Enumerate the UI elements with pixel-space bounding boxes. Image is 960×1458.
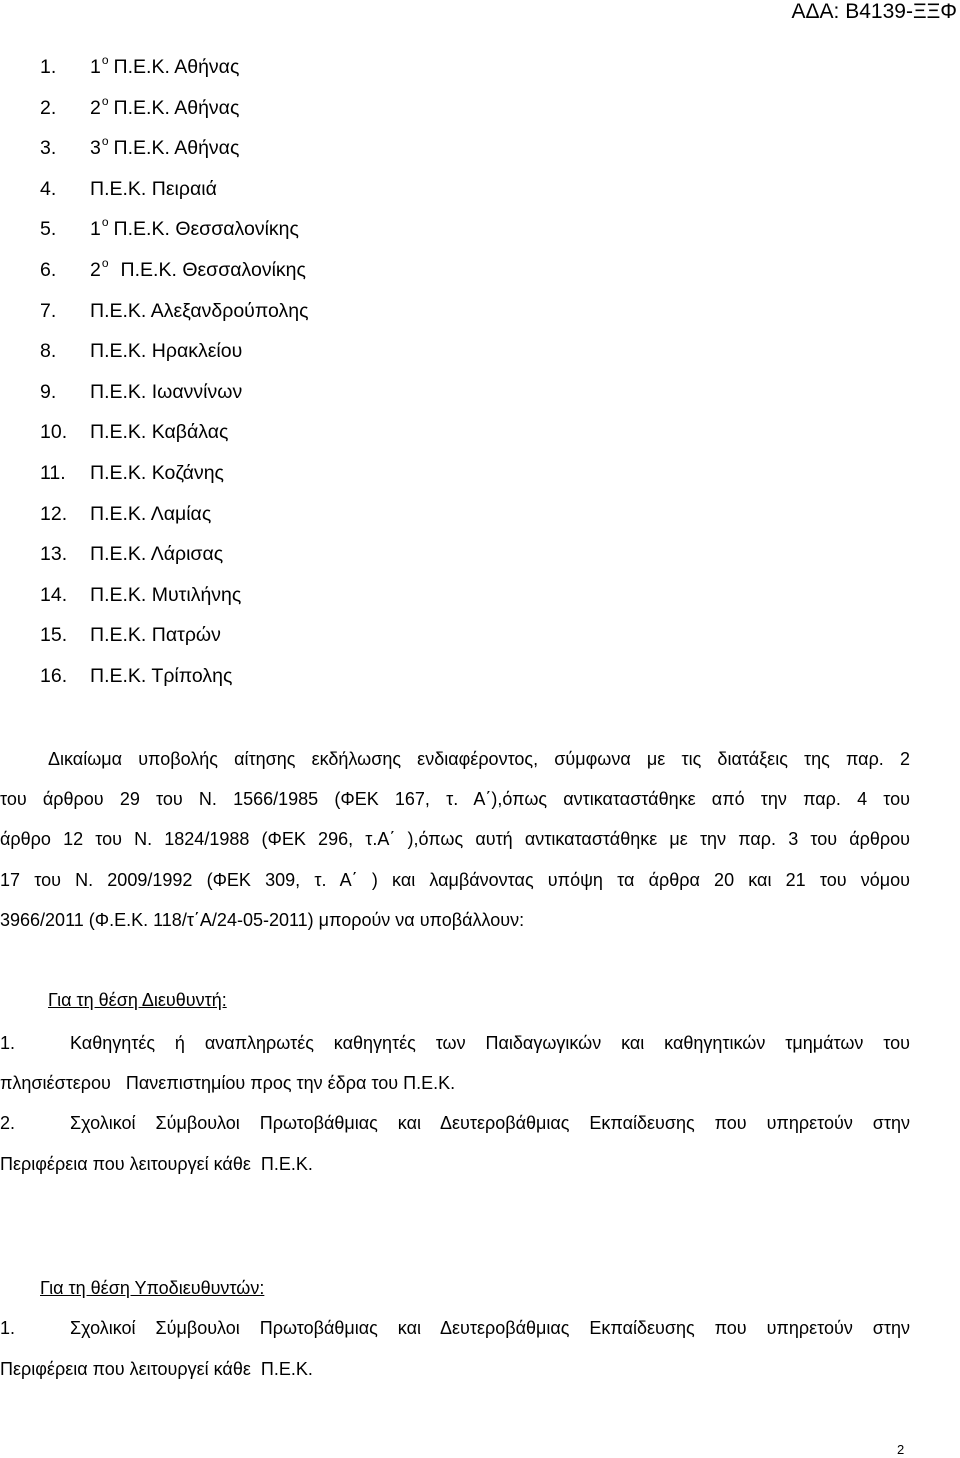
pek-name: Π.Ε.Κ. Θεσσαλονίκης [113, 218, 299, 241]
item-text-continuation: Περιφέρεια που λειτουργεί κάθε Π.Ε.Κ. [0, 1154, 313, 1174]
pek-name: Π.Ε.Κ. Αθήνας [113, 137, 240, 160]
pek-name: Π.Ε.Κ. Λάρισας [90, 543, 224, 566]
pek-name: Π.Ε.Κ. Θεσσαλονίκης [120, 258, 306, 281]
list-item [40, 534, 308, 575]
list-item-number: 14. [40, 583, 68, 606]
pek-name: Π.Ε.Κ. Αθήνας [113, 96, 240, 119]
list-item-number: 2. [40, 96, 57, 119]
pek-name: Π.Ε.Κ. Ιωαννίνων [90, 380, 243, 403]
list-item [40, 47, 308, 88]
pek-name: Π.Ε.Κ. Κοζάνης [90, 461, 224, 484]
list-item-number: 1. [40, 56, 57, 78]
ordinal-superscript: ο [101, 215, 109, 230]
ordinal-number: 1 [90, 56, 101, 78]
list-item [40, 331, 308, 372]
pek-name: Π.Ε.Κ. Αλεξανδρούπολης [90, 299, 309, 322]
deputy-heading: Για τη θέση Υποδιευθυντών: [40, 1278, 265, 1298]
item-text-continuation: Περιφέρεια που λειτουργεί κάθε Π.Ε.Κ. [0, 1359, 313, 1379]
list-item-number: 15. [40, 624, 68, 647]
list-item [40, 412, 308, 453]
item-number: 2. [0, 1113, 16, 1133]
list-item [40, 494, 308, 535]
list-item [40, 575, 308, 616]
list-item [40, 209, 308, 250]
list-item [40, 291, 308, 332]
deputy-item [0, 1308, 910, 1348]
director-item [0, 1023, 910, 1063]
list-item-number: 9. [40, 380, 57, 403]
list-item [40, 453, 308, 494]
pek-name: Π.Ε.Κ. Μυτιλήνης [90, 583, 242, 606]
ordinal-superscript: ο [101, 53, 109, 67]
item-text: Καθηγητές ή αναπληρωτές καθηγητές των Παιδαγωγικών και καθηγητικών τμημάτων του [70, 1033, 910, 1053]
list-item-number: 11. [40, 461, 66, 484]
ordinal-number: 2 [90, 258, 101, 281]
list-item [40, 656, 308, 697]
pek-name: Π.Ε.Κ. Τρίπολης [90, 664, 233, 687]
ordinal-superscript: ο [101, 134, 109, 149]
list-item-number: 4. [40, 177, 57, 200]
paragraph-line: 3966/2011 (Φ.Ε.Κ. 118/τ΄Α/24-05-2011) μπορούν να υποβάλλουν: [0, 910, 525, 930]
pek-name: Π.Ε.Κ. Ηρακλείου [90, 340, 243, 363]
director-heading: Για τη θέση Διευθυντή: [48, 990, 227, 1010]
paragraph-line: Δικαίωμα υποβολής αίτησης εκδήλωσης ενδιαφέροντος, σύμφωνα με τις διατάξεις της παρ. 2 [48, 749, 910, 769]
ordinal-superscript: ο [101, 93, 109, 108]
page-number: 2 [897, 1442, 905, 1457]
paragraph-line: του άρθρου 29 του Ν. 1566/1985 (ΦΕΚ 167, τ. Α΄),όπως αντικαταστάθηκε από την παρ. 4 του [0, 789, 910, 809]
list-item [40, 615, 308, 656]
pek-name: Π.Ε.Κ. Αθήνας [113, 56, 240, 78]
list-item [40, 372, 308, 413]
ordinal-number: 1 [90, 218, 101, 241]
list-item-number: 12. [40, 502, 68, 525]
list-item-number: 10. [40, 421, 68, 444]
item-number: 1. [0, 1318, 16, 1338]
list-item-number: 6. [40, 258, 57, 281]
item-text: Σχολικοί Σύμβουλοι Πρωτοβάθμιας και Δευτεροβάθμιας Εκπαίδευσης που υπηρετούν στην [70, 1113, 910, 1133]
pek-name: Π.Ε.Κ. Λαμίας [90, 502, 212, 525]
list-item [40, 128, 308, 169]
paragraph-line: 17 του Ν. 2009/1992 (ΦΕΚ 309, τ. Α΄ ) και λαμβάνοντας υπόψη τα άρθρα 20 και 21 του νόμου [0, 870, 910, 890]
ada-identifier: ΑΔΑ: Β4139-ΞΞΦ [791, 0, 957, 23]
pek-name: Π.Ε.Κ. Πατρών [90, 624, 221, 647]
item-text: Σχολικοί Σύμβουλοι Πρωτοβάθμιας και Δευτεροβάθμιας Εκπαίδευσης που υπηρετούν στην [70, 1318, 910, 1338]
list-item [40, 169, 308, 210]
list-item-number: 3. [40, 137, 57, 160]
list-item [40, 88, 308, 129]
list-item-number: 16. [40, 664, 68, 687]
ordinal-superscript: ο [101, 255, 109, 270]
director-item [0, 1103, 910, 1143]
pek-name: Π.Ε.Κ. Πειραιά [90, 177, 217, 200]
paragraph-line: άρθρο 12 του Ν. 1824/1988 (ΦΕΚ 296, τ.Α΄ ),όπως αυτή αντικαταστάθηκε με την παρ. 3 του άρθρου [0, 829, 910, 849]
item-number: 1. [0, 1033, 16, 1053]
list-item-number: 13. [40, 543, 68, 566]
ordinal-number: 2 [90, 96, 101, 119]
ordinal-number: 3 [90, 137, 101, 160]
pek-list [40, 47, 308, 697]
list-item-number: 8. [40, 340, 57, 363]
pek-name: Π.Ε.Κ. Καβάλας [90, 421, 229, 444]
list-item-number: 5. [40, 218, 57, 241]
list-item [40, 250, 308, 291]
item-text-continuation: πλησιέστερου Πανεπιστημίου προς την έδρα του Π.Ε.Κ. [0, 1073, 456, 1093]
list-item-number: 7. [40, 299, 57, 322]
